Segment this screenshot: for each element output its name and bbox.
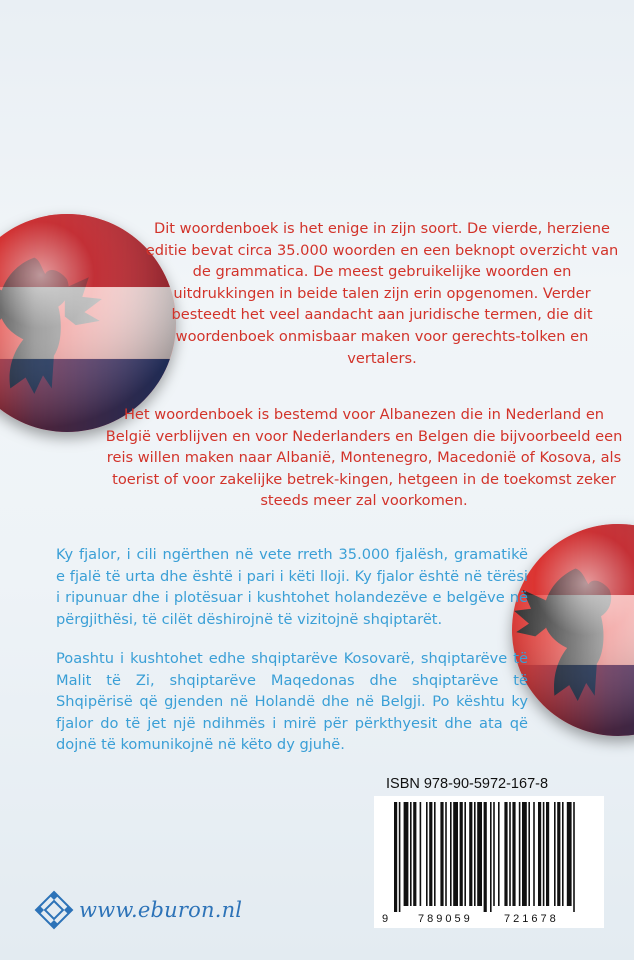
barcode-bar	[410, 802, 412, 906]
barcode-bar	[460, 802, 463, 906]
barcode-bar	[567, 802, 572, 906]
barcode-bar	[469, 802, 472, 906]
barcode-bar	[557, 802, 560, 906]
barcode-bar	[453, 802, 458, 906]
isbn-barcode	[374, 796, 604, 928]
barcode-bar	[474, 802, 476, 906]
barcode-bar	[504, 802, 507, 906]
barcode-digits-right: 721678	[504, 913, 559, 925]
barcode-bar	[538, 802, 541, 906]
barcode-bar	[464, 802, 466, 906]
flag-sphere-graphic	[512, 524, 634, 736]
dutch-paragraph-1: Dit woordenboek is het enige in zijn soort. De vierde, herziene editie bevat circa 35.000 woorden en een beknopt overzicht van de grammatica. De meest gebruikelijke woorden en uitdrukkingen in beide talen zijn erin opgenomen. Verder besteedt het veel aandacht aan juridische termen, die dit woordenboek onmisbaar maken voor gerechts-tolken en vertalers.	[145, 220, 619, 367]
barcode-bar	[399, 802, 401, 912]
barcode-bar	[519, 802, 521, 906]
barcode-bar	[394, 802, 397, 912]
barcode-bar	[509, 802, 511, 906]
barcode-bar	[546, 802, 549, 906]
barcode-bar	[498, 802, 500, 906]
barcode-bar	[404, 802, 409, 906]
barcode-bar	[445, 802, 447, 906]
eburon-logo-icon	[32, 888, 76, 932]
barcode-bar	[420, 802, 422, 906]
barcode-digits-left: 789059	[418, 913, 473, 925]
barcode-bar	[413, 802, 416, 906]
albanian-paragraph-1: Ky fjalor, i cili ngërthen në vete rreth 35.000 fjalësh, gramatikë e fjalë të urta dhe është i pari i këti lloji. Ky fjalor është në tërësi i ripunuar dhe i plotësuar i kushtohet holandezëve e belgëve në përgjithësi, të cilët dëshirojnë të vizitojnë shqiptarët.	[56, 546, 528, 628]
barcode-bar	[573, 802, 575, 912]
barcode-bar	[434, 802, 436, 906]
barcode-bar	[450, 802, 452, 906]
barcode-bars	[394, 802, 575, 912]
barcode-bar	[440, 802, 443, 906]
barcode-bar	[528, 802, 530, 906]
barcode-bar	[493, 802, 495, 906]
barcode-bar	[429, 802, 432, 906]
barcode-bar	[554, 802, 556, 906]
barcode-bar	[533, 802, 535, 906]
publisher-url: www.eburon.nl	[79, 898, 243, 922]
barcode-bar	[426, 802, 428, 906]
barcode-bar	[562, 802, 564, 906]
barcode-bar	[477, 802, 482, 906]
barcode-digit-first: 9	[382, 913, 389, 925]
isbn-label: ISBN 978-90-5972-167-8	[386, 776, 549, 792]
publisher-logo	[32, 888, 242, 932]
barcode-bar	[512, 802, 515, 906]
barcode-bar	[490, 802, 492, 912]
barcode-bar	[522, 802, 527, 906]
barcode-graphic	[374, 796, 604, 928]
dutch-paragraph-2: Het woordenboek is bestemd voor Albanezen die in Nederland en België verblijven en voor Nederlanders en Belgen die bijvoorbeeld een reis willen maken naar Albanië, Montenegro, Macedonië of Kosova, als toerist of voor zakelijke betrek-kingen, hetgeen in de toekomst zeker steeds meer zal voorkomen.	[105, 406, 623, 510]
albanian-paragraph-2: Poashtu i kushtohet edhe shqiptarëve Kosovarë, shqiptarëve të Malit të Zi, shqiptarëve Maqedonas dhe shqiptarëve të Shqipërisë që gjenden në Holandë dhe në Belgji. Po kështu ky fjalor do të jet një ndihmës i mirë për përkthyesit dhe ata që dojnë të komunikojnë në këto dy gjuhë.	[56, 650, 528, 754]
albania-netherlands-flag-sphere-right	[512, 524, 634, 736]
barcode-bar	[543, 802, 545, 906]
barcode-bar	[484, 802, 487, 912]
